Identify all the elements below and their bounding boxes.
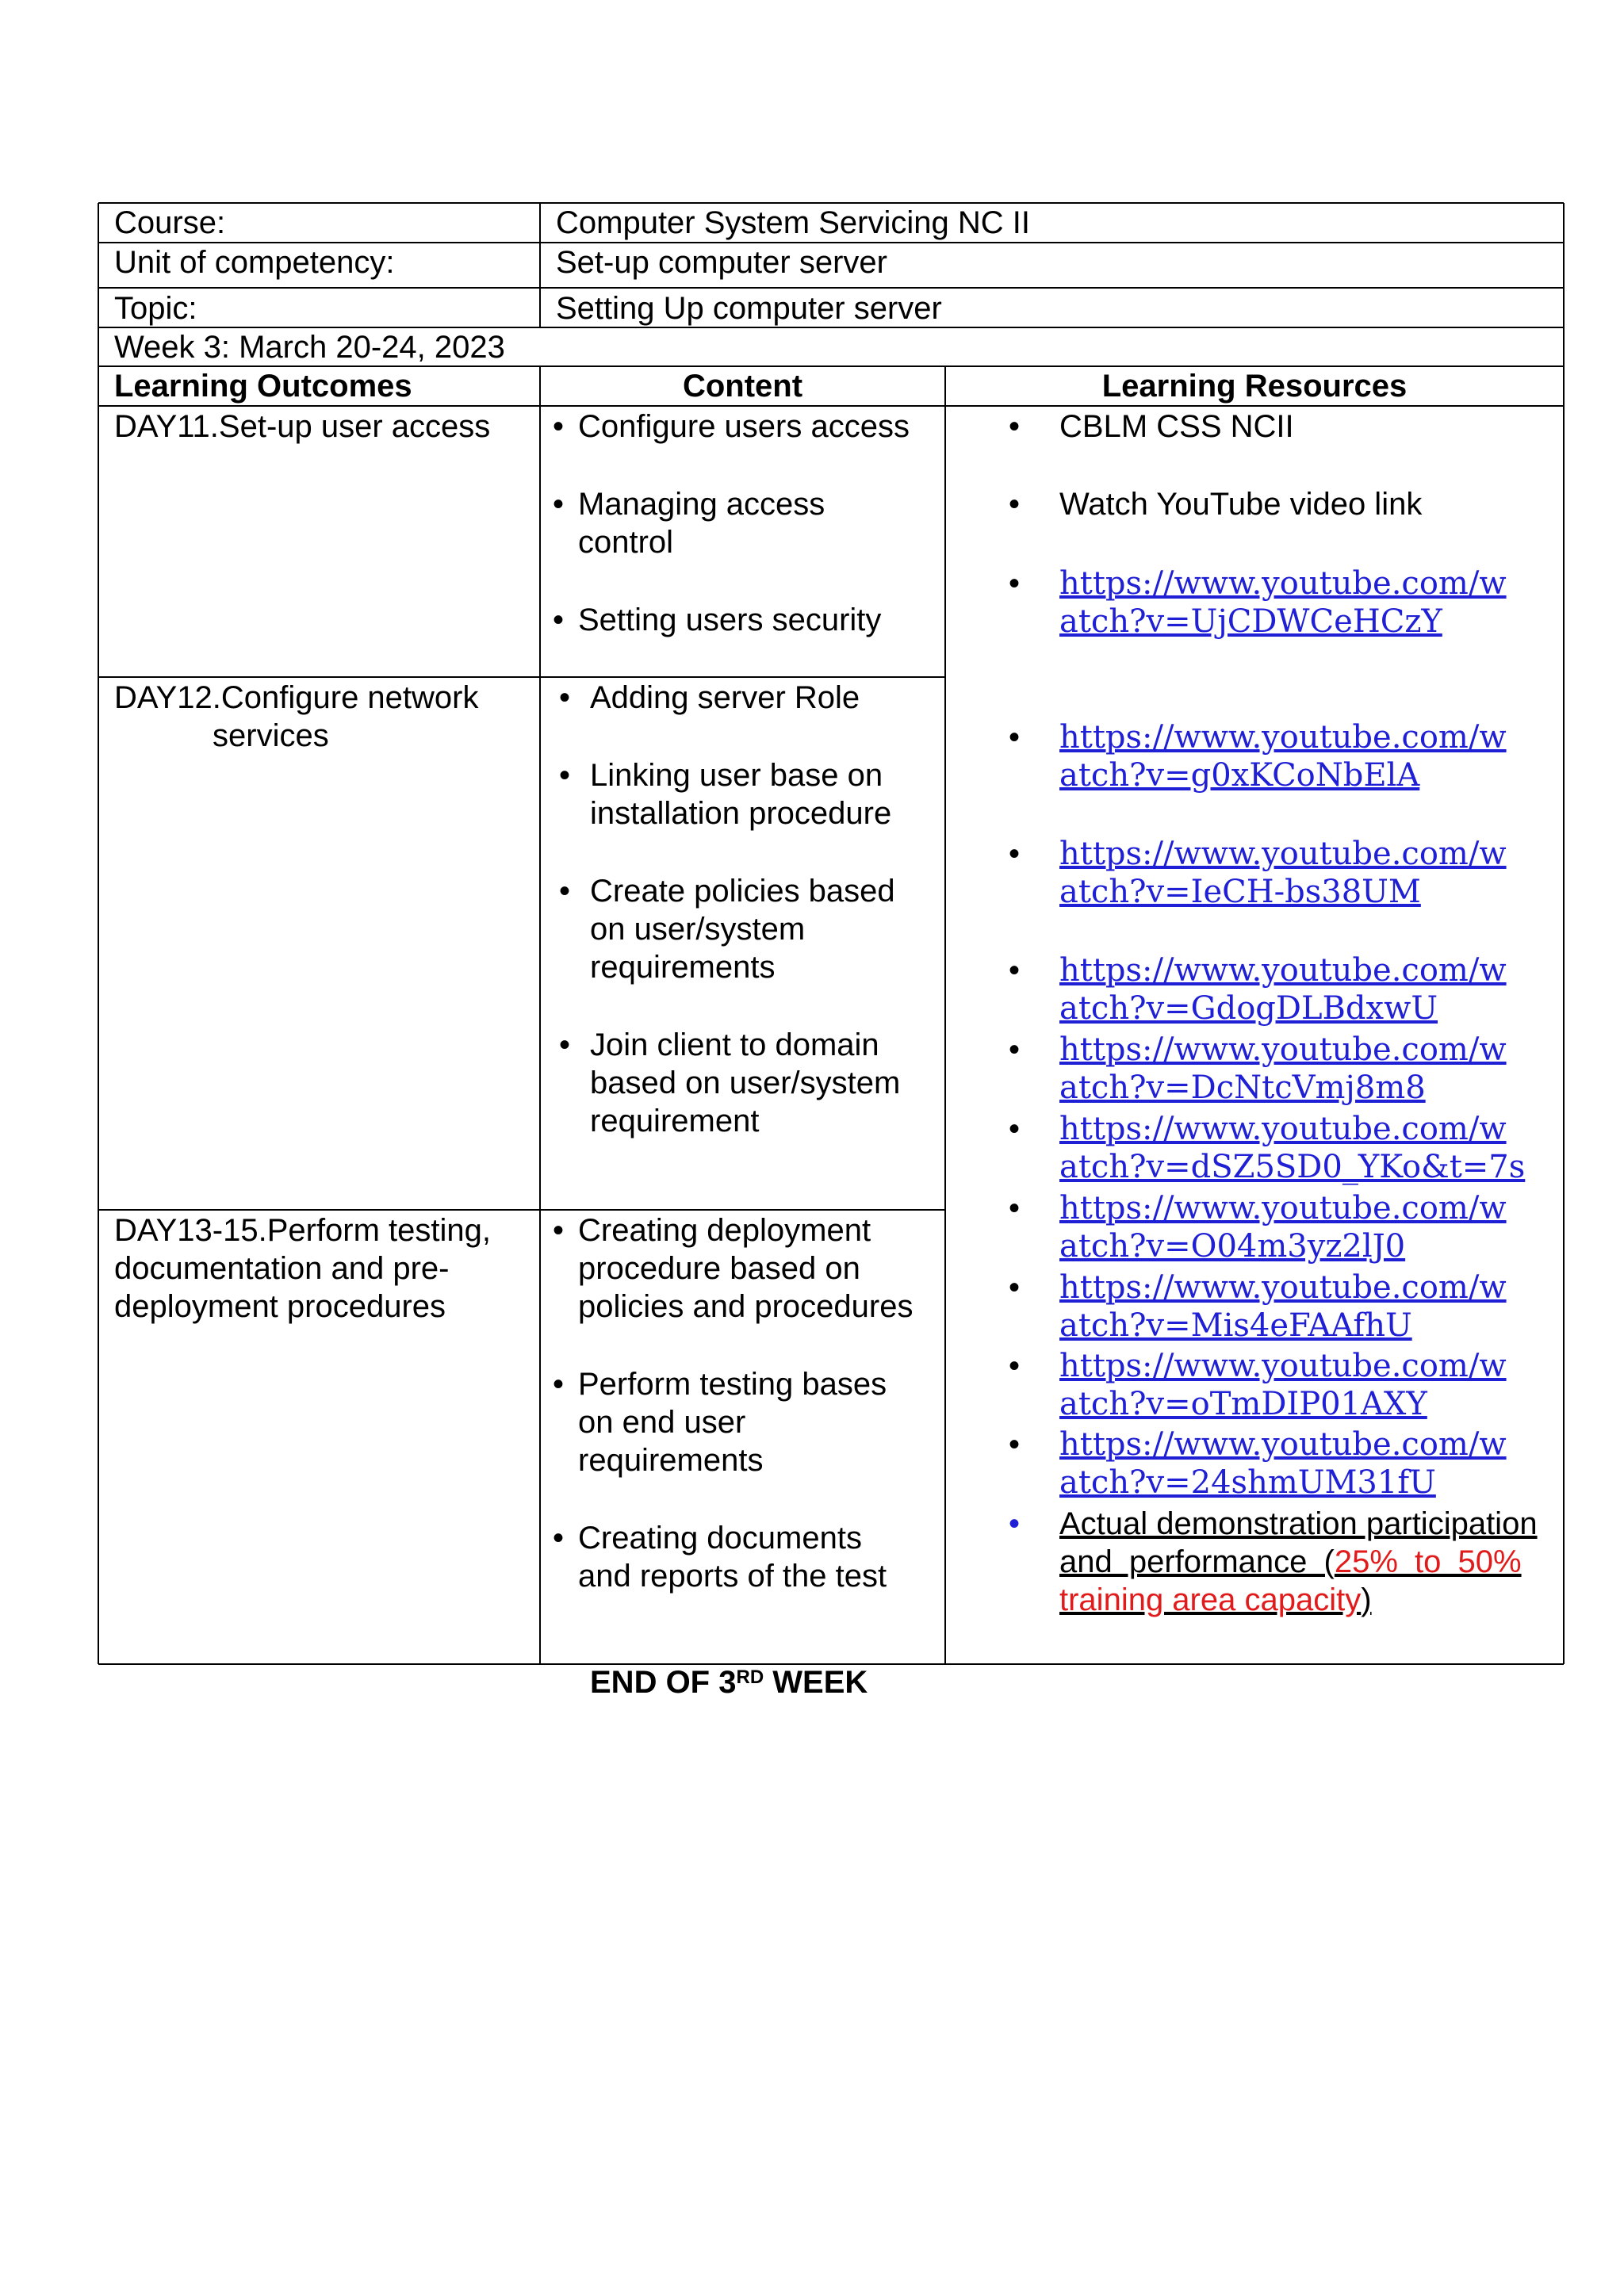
- capacity-percent: 25% to 50%: [1334, 1544, 1522, 1579]
- youtube-link[interactable]: https://www.youtube.com/w: [1059, 836, 1507, 872]
- content-item: based on user/system: [590, 1066, 901, 1100]
- bullet-icon: •: [1009, 953, 1021, 988]
- bullet-icon: •: [1009, 1191, 1021, 1226]
- youtube-link[interactable]: atch?v=dSZ5SD0_YKo&t=7s: [1059, 1149, 1526, 1185]
- unit-label: Unit of competency:: [114, 245, 395, 280]
- bullet-icon: •: [1009, 1349, 1021, 1383]
- resource-cblm: CBLM CSS NCII: [1059, 409, 1294, 444]
- bullet-icon: •: [553, 603, 565, 637]
- youtube-link[interactable]: https://www.youtube.com/w: [1059, 952, 1507, 989]
- content-item: Create policies based: [590, 874, 895, 909]
- capacity-text: training area capacity: [1059, 1582, 1362, 1617]
- outcome-day12-cont: services: [213, 718, 329, 753]
- actual-demonstration-text: Actual demonstration participation: [1059, 1506, 1538, 1541]
- bullet-icon: •: [1009, 836, 1021, 871]
- bullet-icon: •: [553, 1521, 565, 1556]
- content-item: Managing access: [578, 487, 825, 522]
- content-item: Linking user base on: [590, 758, 883, 793]
- column-header-outcomes: Learning Outcomes: [114, 369, 412, 404]
- content-item: and reports of the test: [578, 1559, 887, 1594]
- youtube-link[interactable]: https://www.youtube.com/w: [1059, 1348, 1507, 1384]
- content-item: requirements: [578, 1443, 764, 1478]
- bullet-icon: •: [559, 680, 571, 715]
- outcome-day11: DAY11.Set-up user access: [114, 409, 491, 444]
- youtube-link[interactable]: atch?v=IeCH-bs38UM: [1059, 874, 1421, 910]
- footer-superscript: RD: [736, 1667, 764, 1688]
- topic-label: Topic:: [114, 291, 197, 326]
- youtube-link[interactable]: https://www.youtube.com/w: [1059, 1031, 1507, 1068]
- actual-demonstration-text: [1059, 1543, 1522, 1581]
- youtube-link[interactable]: atch?v=oTmDIP01AXY: [1059, 1386, 1427, 1422]
- content-item: requirements: [590, 950, 776, 985]
- week-label: Week 3: March 20-24, 2023: [114, 330, 505, 365]
- youtube-link[interactable]: https://www.youtube.com/w: [1059, 719, 1507, 756]
- content-item: on end user: [578, 1405, 746, 1440]
- bullet-icon: •: [553, 409, 565, 444]
- youtube-link[interactable]: https://www.youtube.com/w: [1059, 565, 1507, 602]
- closing-paren: ): [1361, 1582, 1372, 1617]
- course-value: Computer System Servicing NC II: [556, 205, 1030, 240]
- content-item: Join client to domain: [590, 1027, 879, 1062]
- youtube-link[interactable]: https://www.youtube.com/w: [1059, 1190, 1507, 1226]
- youtube-link[interactable]: https://www.youtube.com/w: [1059, 1426, 1507, 1463]
- outcome-day12: DAY12.Configure network: [114, 680, 479, 715]
- content-item: policies and procedures: [578, 1289, 914, 1324]
- bullet-icon: •: [1009, 1270, 1021, 1305]
- content-item: on user/system: [590, 912, 806, 947]
- bullet-icon: •: [553, 1367, 565, 1402]
- bullet-icon: •: [1009, 1032, 1021, 1067]
- youtube-link[interactable]: atch?v=g0xKCoNbElA: [1059, 757, 1420, 794]
- bullet-icon: •: [1009, 1427, 1021, 1462]
- content-item: procedure based on: [578, 1251, 860, 1286]
- content-item: Adding server Role: [590, 680, 860, 715]
- topic-value: Setting Up computer server: [556, 291, 942, 326]
- actual-demonstration-text: [1059, 1581, 1372, 1619]
- outcome-day13-15: DAY13-15.Perform testing,: [114, 1213, 492, 1248]
- youtube-link[interactable]: atch?v=DcNtcVmj8m8: [1059, 1070, 1426, 1106]
- content-item: Setting users security: [578, 603, 882, 637]
- outcome-day13-15-cont: deployment procedures: [114, 1289, 446, 1324]
- bullet-icon: •: [559, 758, 571, 793]
- column-header-resources: Learning Resources: [1101, 369, 1408, 404]
- bullet-icon: •: [559, 1027, 571, 1062]
- youtube-link[interactable]: atch?v=Mis4eFAAfhU: [1059, 1307, 1412, 1344]
- bullet-icon: •: [1009, 1112, 1021, 1146]
- column-header-content: Content: [682, 369, 803, 404]
- footer-suffix: WEEK: [764, 1665, 868, 1700]
- outcome-day13-15-cont: documentation and pre-: [114, 1251, 450, 1286]
- bullet-icon: •: [553, 1213, 565, 1248]
- youtube-link[interactable]: https://www.youtube.com/w: [1059, 1111, 1507, 1147]
- content-item: Configure users access: [578, 409, 910, 444]
- youtube-link[interactable]: atch?v=O04m3yz2lJ0: [1059, 1228, 1406, 1265]
- resource-watch: Watch YouTube video link: [1059, 487, 1423, 522]
- end-of-week-label: [590, 1663, 868, 1701]
- footer-prefix: END OF 3: [590, 1665, 737, 1700]
- bullet-icon: •: [553, 487, 565, 522]
- bullet-icon: •: [1009, 487, 1021, 522]
- youtube-link[interactable]: atch?v=GdogDLBdxwU: [1059, 990, 1438, 1027]
- youtube-link[interactable]: atch?v=24shmUM31fU: [1059, 1464, 1436, 1501]
- unit-value: Set-up computer server: [556, 245, 887, 280]
- content-item: control: [578, 525, 674, 560]
- youtube-link[interactable]: atch?v=UjCDWCeHCzY: [1059, 603, 1442, 640]
- content-item: requirement: [590, 1104, 760, 1138]
- course-label: Course:: [114, 205, 226, 240]
- content-item: Perform testing bases: [578, 1367, 887, 1402]
- youtube-link[interactable]: https://www.youtube.com/w: [1059, 1269, 1507, 1306]
- performance-text: and performance (: [1059, 1544, 1335, 1579]
- bullet-icon: •: [1009, 566, 1021, 601]
- bullet-icon: •: [559, 874, 571, 909]
- content-item: Creating documents: [578, 1521, 862, 1556]
- content-item: Creating deployment: [578, 1213, 871, 1248]
- bullet-icon: •: [1009, 409, 1021, 444]
- bullet-icon: •: [1009, 1506, 1021, 1541]
- bullet-icon: •: [1009, 720, 1021, 755]
- content-item: installation procedure: [590, 796, 892, 831]
